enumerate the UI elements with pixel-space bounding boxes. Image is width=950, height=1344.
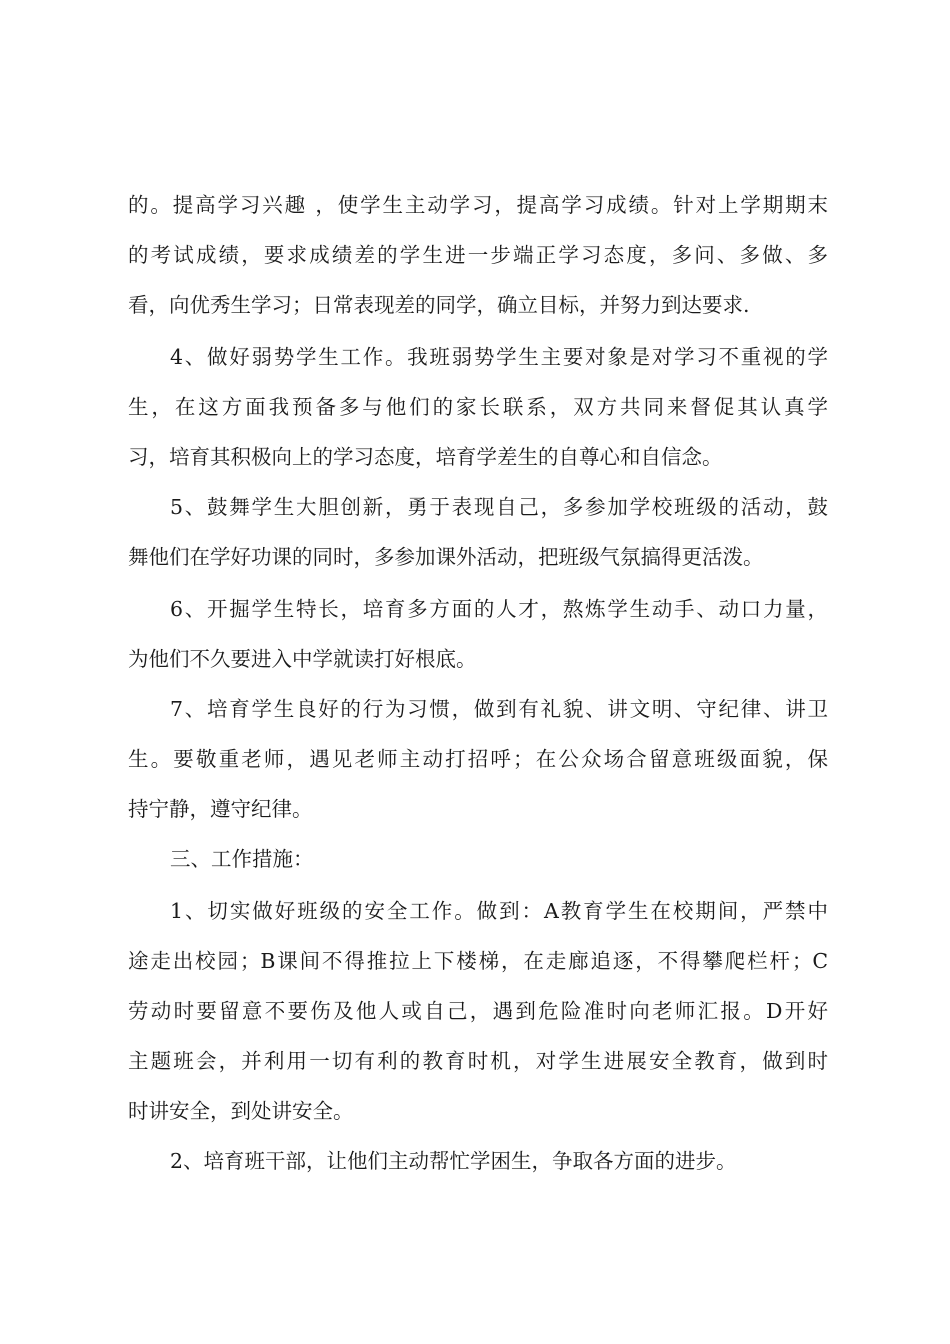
paragraph-line: 时讲安全，到处讲安全。	[128, 1099, 354, 1123]
paragraph-line: 途走出校园；B课间不得推拉上下楼梯，在走廊追逐，不得攀爬栏杆；C	[128, 949, 828, 973]
paragraph-line: 5、鼓舞学生大胆创新，勇于表现自己，多参加学校班级的活动，鼓	[170, 495, 828, 519]
paragraph-line: 劳动时要留意不要伤及他人或自己，遇到危险准时向老师汇报。D开好	[128, 999, 828, 1023]
paragraph-line: 习，培育其积极向上的学习态度，培育学差生的自尊心和自信念。	[128, 445, 723, 469]
paragraph-line: 为他们不久要进入中学就读打好根底。	[128, 647, 477, 671]
section-heading: 三、工作措施：	[170, 847, 314, 871]
paragraph-line: 7、培育学生良好的行为习惯，做到有礼貌、讲文明、守纪律、讲卫	[170, 697, 828, 721]
paragraph-line: 主题班会，并利用一切有利的教育时机，对学生进展安全教育，做到时	[128, 1049, 828, 1073]
paragraph-line: 看，向优秀生学习；日常表现差的同学，确立目标，并努力到达要求.	[128, 293, 750, 317]
paragraph-line: 6、开掘学生特长，培育多方面的人才，熬炼学生动手、动口力量，	[170, 597, 828, 621]
paragraph-line: 的。提高学习兴趣 ，使学生主动学习，提高学习成绩。针对上学期期末	[128, 193, 828, 217]
paragraph-line: 的考试成绩，要求成绩差的学生进一步端正学习态度，多问、多做、多	[128, 243, 828, 267]
paragraph-line: 持宁静，遵守纪律。	[128, 797, 313, 821]
paragraph-line: 生。要敬重老师，遇见老师主动打招呼；在公众场合留意班级面貌，保	[128, 747, 828, 771]
paragraph-line: 生，在这方面我预备多与他们的家长联系，双方共同来督促其认真学	[128, 395, 828, 419]
paragraph-line: 4、做好弱势学生工作。我班弱势学生主要对象是对学习不重视的学	[170, 345, 828, 369]
paragraph-line: 1、切实做好班级的安全工作。做到：A教育学生在校期间，严禁中	[170, 899, 828, 923]
paragraph-line: 2、培育班干部，让他们主动帮忙学困生，争取各方面的进步。	[170, 1149, 737, 1173]
paragraph-line: 舞他们在学好功课的同时，多参加课外活动，把班级气氛搞得更活泼。	[128, 545, 764, 569]
